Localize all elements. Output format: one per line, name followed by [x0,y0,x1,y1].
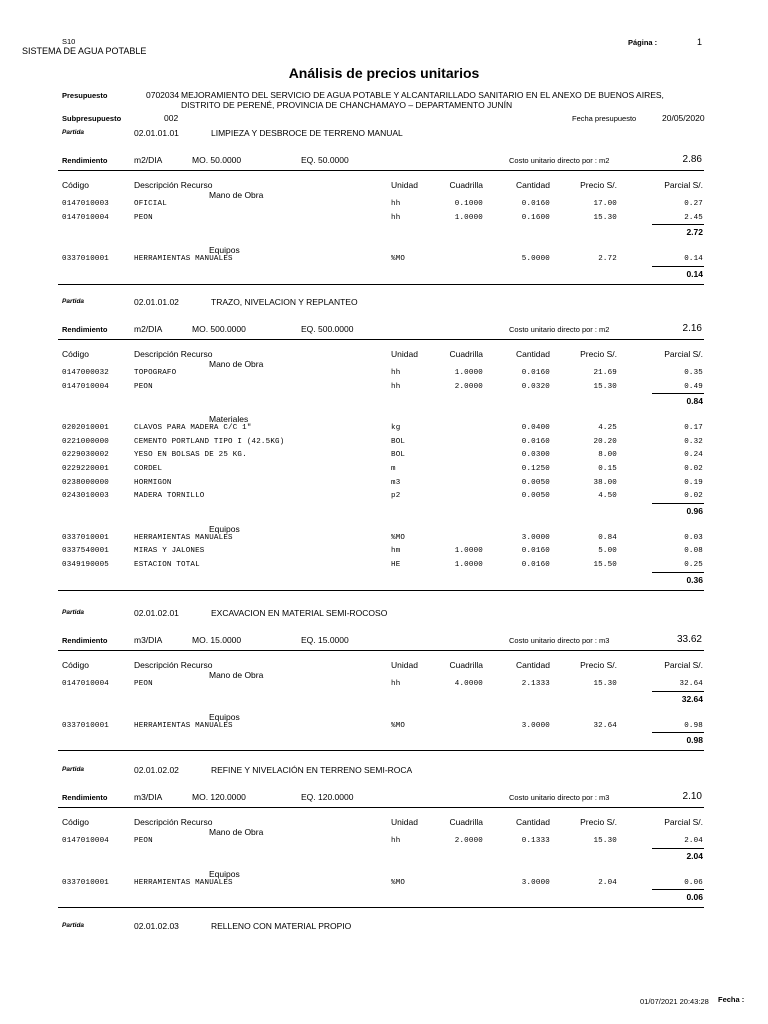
col-parcial-header: Parcial S/. [664,660,703,670]
row-codigo: 0337540001 [62,547,110,556]
rendimiento-unit: m3/DIA [134,635,163,645]
page-number: 1 [697,37,703,47]
subtotal-rule [652,691,704,692]
col-cuadrilla-header: Cuadrilla [449,660,483,670]
row-descripcion: CORDEL [134,465,163,473]
rendimiento-rule [58,339,704,340]
partida-label: Partida [62,609,85,616]
row-parcial: 32.64 [679,680,703,688]
partida-code: 02.01.01.02 [134,297,179,307]
row-descripcion: OFICIAL [134,200,167,208]
group-heading: Mano de Obra [209,827,264,837]
row-descripcion: HORMIGON [134,478,172,487]
row-descripcion: HERRAMIENTAS MANUALES [134,878,233,887]
partida-end-rule [58,284,704,285]
row-descripcion: PEON [134,213,153,222]
row-precio: 20.20 [593,437,617,446]
row-descripcion: PEON [134,382,153,391]
subtotal-rule [652,889,704,890]
row-unidad: %MO [391,255,406,264]
row-parcial: 0.25 [684,561,703,569]
row-cantidad: 0.1600 [521,213,550,222]
presupuesto-code: 0702034 [146,90,180,100]
row-unidad: %MO [391,533,406,542]
partida-label: Partida [62,922,85,929]
row-codigo: 0147010004 [62,680,110,688]
partida-label: Partida [62,298,85,305]
row-cantidad: 0.1250 [521,465,550,473]
costo-unitario-label: Costo unitario directo por : m2 [509,156,610,165]
presupuesto-label: Presupuesto [62,91,108,100]
costo-unitario-label: Costo unitario directo por : m2 [509,325,610,334]
row-unidad: kg [391,424,401,433]
col-descripcion-header: Descripción Recurso [134,349,213,359]
col-cantidad-header: Cantidad [515,180,550,190]
row-descripcion: HERRAMIENTAS MANUALES [134,721,233,730]
subtotal-rule [652,732,704,733]
row-parcial: 0.32 [684,437,703,446]
col-precio-header: Precio S/. [580,180,617,190]
row-cantidad: 0.0320 [521,382,550,391]
group-subtotal: 0.84 [686,396,703,407]
partida-end-rule [58,750,704,751]
footer-datetime: 01/07/2021 20:43:28 [640,997,709,1006]
row-precio: 15.50 [593,561,617,569]
row-descripcion: CEMENTO PORTLAND TIPO I (42.5KG) [134,437,285,446]
subtotal-rule [652,393,704,394]
row-unidad: hh [391,369,401,377]
row-cuadrilla: 1.0000 [454,369,483,377]
subtotal-rule [652,848,704,849]
col-unidad-header: Unidad [391,817,418,827]
row-parcial: 0.06 [684,878,703,887]
row-cantidad: 0.0160 [521,369,550,377]
row-cantidad: 0.0160 [521,547,550,556]
row-descripcion: PEON [134,680,153,688]
row-parcial: 0.02 [684,492,703,501]
row-unidad: %MO [391,878,406,887]
col-parcial-header: Parcial S/. [664,180,703,190]
row-cuadrilla: 1.0000 [454,213,483,222]
partida-end-rule [58,590,704,591]
group-subtotal: 0.14 [686,268,703,279]
col-parcial-header: Parcial S/. [664,349,703,359]
partida-name: RELLENO CON MATERIAL PROPIO [211,921,352,931]
row-codigo: 0202010001 [62,424,110,433]
row-unidad: %MO [391,721,406,730]
page-title: Análisis de precios unitarios [288,65,480,81]
partida-name: EXCAVACION EN MATERIAL SEMI-ROCOSO [211,608,388,618]
subtotal-rule [652,266,704,267]
row-descripcion: MADERA TORNILLO [134,492,205,501]
row-precio: 15.30 [593,213,617,222]
group-heading: Equipos [209,868,240,879]
rendimiento-rule [58,170,704,171]
rendimiento-mo: MO. 50.0000 [192,155,242,165]
row-cantidad: 0.0160 [521,200,550,208]
row-precio: 2.04 [598,878,617,887]
row-parcial: 0.19 [684,478,703,487]
row-cantidad: 5.0000 [521,255,550,264]
row-codigo: 0147000032 [62,369,110,377]
group-heading: Mano de Obra [209,670,264,680]
group-heading: Mano de Obra [209,190,264,200]
row-cantidad: 0.0050 [521,478,550,487]
rendimiento-label: Rendimiento [62,793,108,802]
row-codigo: 0337010001 [62,878,110,887]
row-descripcion: CLAVOS PARA MADERA C/C 1" [134,424,252,433]
group-subtotal: 2.04 [686,850,703,861]
col-precio-header: Precio S/. [580,660,617,670]
col-precio-header: Precio S/. [580,349,617,359]
presupuesto-desc-line1: MEJORAMIENTO DEL SERVICIO DE AGUA POTABLE Y ALCANTARILLADO SANITARIO EN EL ANEXO DE BUENOS AIRES, [181,90,664,100]
row-cuadrilla: 1.0000 [454,561,483,569]
rendimiento-mo: MO. 500.0000 [192,324,246,334]
fecha-presupuesto-label: Fecha presupuesto [572,114,637,123]
row-precio: 17.00 [593,200,617,208]
subpresupuesto-label: Subpresupuesto [62,114,122,123]
row-unidad: hm [391,547,401,556]
row-cantidad: 0.0300 [521,451,550,460]
row-precio: 5.00 [598,547,617,556]
row-precio: 8.00 [598,451,617,460]
row-unidad: m [391,465,396,473]
group-subtotal: 0.06 [686,892,703,903]
group-subtotal: 2.72 [686,227,703,238]
rendimiento-eq: EQ. 15.0000 [301,635,349,645]
partida-code: 02.01.02.02 [134,765,179,775]
row-unidad: BOL [391,451,406,460]
group-heading: Materiales [209,414,249,425]
group-heading: Mano de Obra [209,359,264,369]
row-parcial: 0.03 [684,533,703,542]
row-parcial: 2.45 [684,213,703,222]
row-codigo: 0243010003 [62,492,110,501]
partida-name: LIMPIEZA Y DESBROCE DE TERRENO MANUAL [211,128,403,138]
row-descripcion: HERRAMIENTAS MANUALES [134,255,233,264]
row-unidad: BOL [391,437,406,446]
row-codigo: 0221000000 [62,437,110,446]
rendimiento-label: Rendimiento [62,156,108,165]
row-precio: 2.72 [598,255,617,264]
row-precio: 15.30 [593,382,617,391]
row-parcial: 2.04 [684,837,703,845]
col-codigo-header: Código [62,349,89,359]
row-cantidad: 3.0000 [521,533,550,542]
row-precio: 4.25 [598,424,617,433]
rendimiento-mo: MO. 120.0000 [192,792,246,802]
row-parcial: 0.27 [684,200,703,208]
row-cantidad: 3.0000 [521,721,550,730]
group-heading: Equipos [209,245,240,256]
row-descripcion: PEON [134,837,153,845]
row-codigo: 0147010004 [62,837,110,845]
partida-label: Partida [62,129,85,136]
row-unidad: hh [391,213,401,222]
col-unidad-header: Unidad [391,660,418,670]
col-cuadrilla-header: Cuadrilla [449,180,483,190]
row-cantidad: 0.1333 [521,837,550,845]
row-codigo: 0229030002 [62,451,110,460]
row-parcial: 0.08 [684,547,703,556]
row-unidad: hh [391,680,401,688]
row-codigo: 0337010001 [62,255,110,264]
system-name: SISTEMA DE AGUA POTABLE [22,46,147,56]
costo-unitario-value: 33.62 [676,634,702,645]
row-precio: 4.50 [598,492,617,501]
subtotal-rule [652,224,704,225]
row-cuadrilla: 1.0000 [454,547,483,556]
col-cantidad-header: Cantidad [515,660,550,670]
partida-name: TRAZO, NIVELACION Y REPLANTEO [211,297,358,307]
subtotal-rule [652,503,704,504]
partida-name: REFINE Y NIVELACIÓN EN TERRENO SEMI-ROCA [211,765,413,775]
row-codigo: 0229220001 [62,465,110,473]
row-descripcion: TOPOGRAFO [134,369,177,377]
col-descripcion-header: Descripción Recurso [134,817,213,827]
rendimiento-unit: m2/DIA [134,155,163,165]
rendimiento-eq: EQ. 120.0000 [301,792,354,802]
row-precio: 32.64 [593,721,617,730]
partida-label: Partida [62,766,85,773]
row-codigo: 0337010001 [62,721,110,730]
row-parcial: 0.24 [684,451,703,460]
costo-unitario-label: Costo unitario directo por : m3 [509,636,610,645]
partida-code: 02.01.01.01 [134,128,179,138]
costo-unitario-value: 2.86 [682,154,702,165]
col-cantidad-header: Cantidad [515,817,550,827]
row-cantidad: 3.0000 [521,878,550,887]
partida-end-rule [58,907,704,908]
costo-unitario-label: Costo unitario directo por : m3 [509,793,610,802]
row-codigo: 0147010004 [62,213,110,222]
row-descripcion: MIRAS Y JALONES [134,547,205,556]
row-parcial: 0.98 [684,721,703,730]
partida-code: 02.01.02.01 [134,608,179,618]
row-precio: 15.30 [593,680,617,688]
row-unidad: HE [391,561,401,569]
col-codigo-header: Código [62,817,89,827]
row-codigo: 0147010003 [62,200,110,208]
row-parcial: 0.14 [684,255,703,264]
page-label: Página : [628,38,658,47]
row-descripcion: YESO EN BOLSAS DE 25 KG. [134,451,247,460]
rendimiento-unit: m3/DIA [134,792,163,802]
group-subtotal: 32.64 [681,693,703,704]
row-unidad: m3 [391,478,401,487]
fecha-presupuesto-value: 20/05/2020 [662,113,705,123]
rendimiento-rule [58,650,704,651]
row-precio: 21.69 [593,369,617,377]
s10-label: S10 [62,37,76,46]
row-codigo: 0147010004 [62,382,110,391]
row-cuadrilla: 0.1000 [454,200,483,208]
row-parcial: 0.02 [684,465,703,473]
row-precio: 15.30 [593,837,617,845]
row-codigo: 0349190005 [62,561,110,569]
rendimiento-mo: MO. 15.0000 [192,635,242,645]
group-subtotal: 0.98 [686,735,703,746]
rendimiento-label: Rendimiento [62,636,108,645]
row-descripcion: HERRAMIENTAS MANUALES [134,533,233,542]
row-cantidad: 2.1333 [521,680,550,688]
partida-code: 02.01.02.03 [134,921,179,931]
rendimiento-rule [58,807,704,808]
row-parcial: 0.35 [684,369,703,377]
col-descripcion-header: Descripción Recurso [134,660,213,670]
row-cuadrilla: 4.0000 [454,680,483,688]
costo-unitario-value: 2.10 [682,791,702,802]
rendimiento-unit: m2/DIA [134,324,163,334]
costo-unitario-value: 2.16 [682,323,702,334]
row-cantidad: 0.0160 [521,437,550,446]
row-cuadrilla: 2.0000 [454,837,483,845]
col-unidad-header: Unidad [391,349,418,359]
row-precio: 38.00 [593,478,617,487]
group-heading: Equipos [209,711,240,722]
subpresupuesto-value: 002 [164,113,179,123]
subtotal-rule [652,572,704,573]
row-cantidad: 0.0400 [521,424,550,433]
col-codigo-header: Código [62,180,89,190]
rendimiento-eq: EQ. 500.0000 [301,324,354,334]
rendimiento-label: Rendimiento [62,325,108,334]
row-unidad: hh [391,837,401,845]
row-parcial: 0.49 [684,382,703,391]
row-unidad: p2 [391,492,401,501]
row-cantidad: 0.0160 [521,561,550,569]
col-unidad-header: Unidad [391,180,418,190]
row-precio: 0.15 [598,465,617,473]
row-codigo: 0337010001 [62,533,110,542]
col-cuadrilla-header: Cuadrilla [449,349,483,359]
col-cantidad-header: Cantidad [515,349,550,359]
row-unidad: hh [391,382,401,391]
row-unidad: hh [391,200,401,208]
row-cantidad: 0.0050 [521,492,550,501]
row-precio: 0.84 [598,533,617,542]
row-codigo: 0238000000 [62,478,110,487]
col-descripcion-header: Descripción Recurso [134,180,213,190]
row-cuadrilla: 2.0000 [454,382,483,391]
col-parcial-header: Parcial S/. [664,817,703,827]
group-heading: Equipos [209,523,240,534]
row-parcial: 0.17 [684,424,703,433]
col-cuadrilla-header: Cuadrilla [449,817,483,827]
rendimiento-eq: EQ. 50.0000 [301,155,349,165]
col-codigo-header: Código [62,660,89,670]
group-subtotal: 0.36 [686,574,703,585]
group-subtotal: 0.96 [686,505,703,516]
presupuesto-desc-line2: DISTRITO DE PERENÉ, PROVINCIA DE CHANCHAMAYO – DEPARTAMENTO JUNÍN [181,100,513,110]
footer-fecha-label: Fecha : [718,995,745,1004]
col-precio-header: Precio S/. [580,817,617,827]
row-descripcion: ESTACION TOTAL [134,561,200,569]
